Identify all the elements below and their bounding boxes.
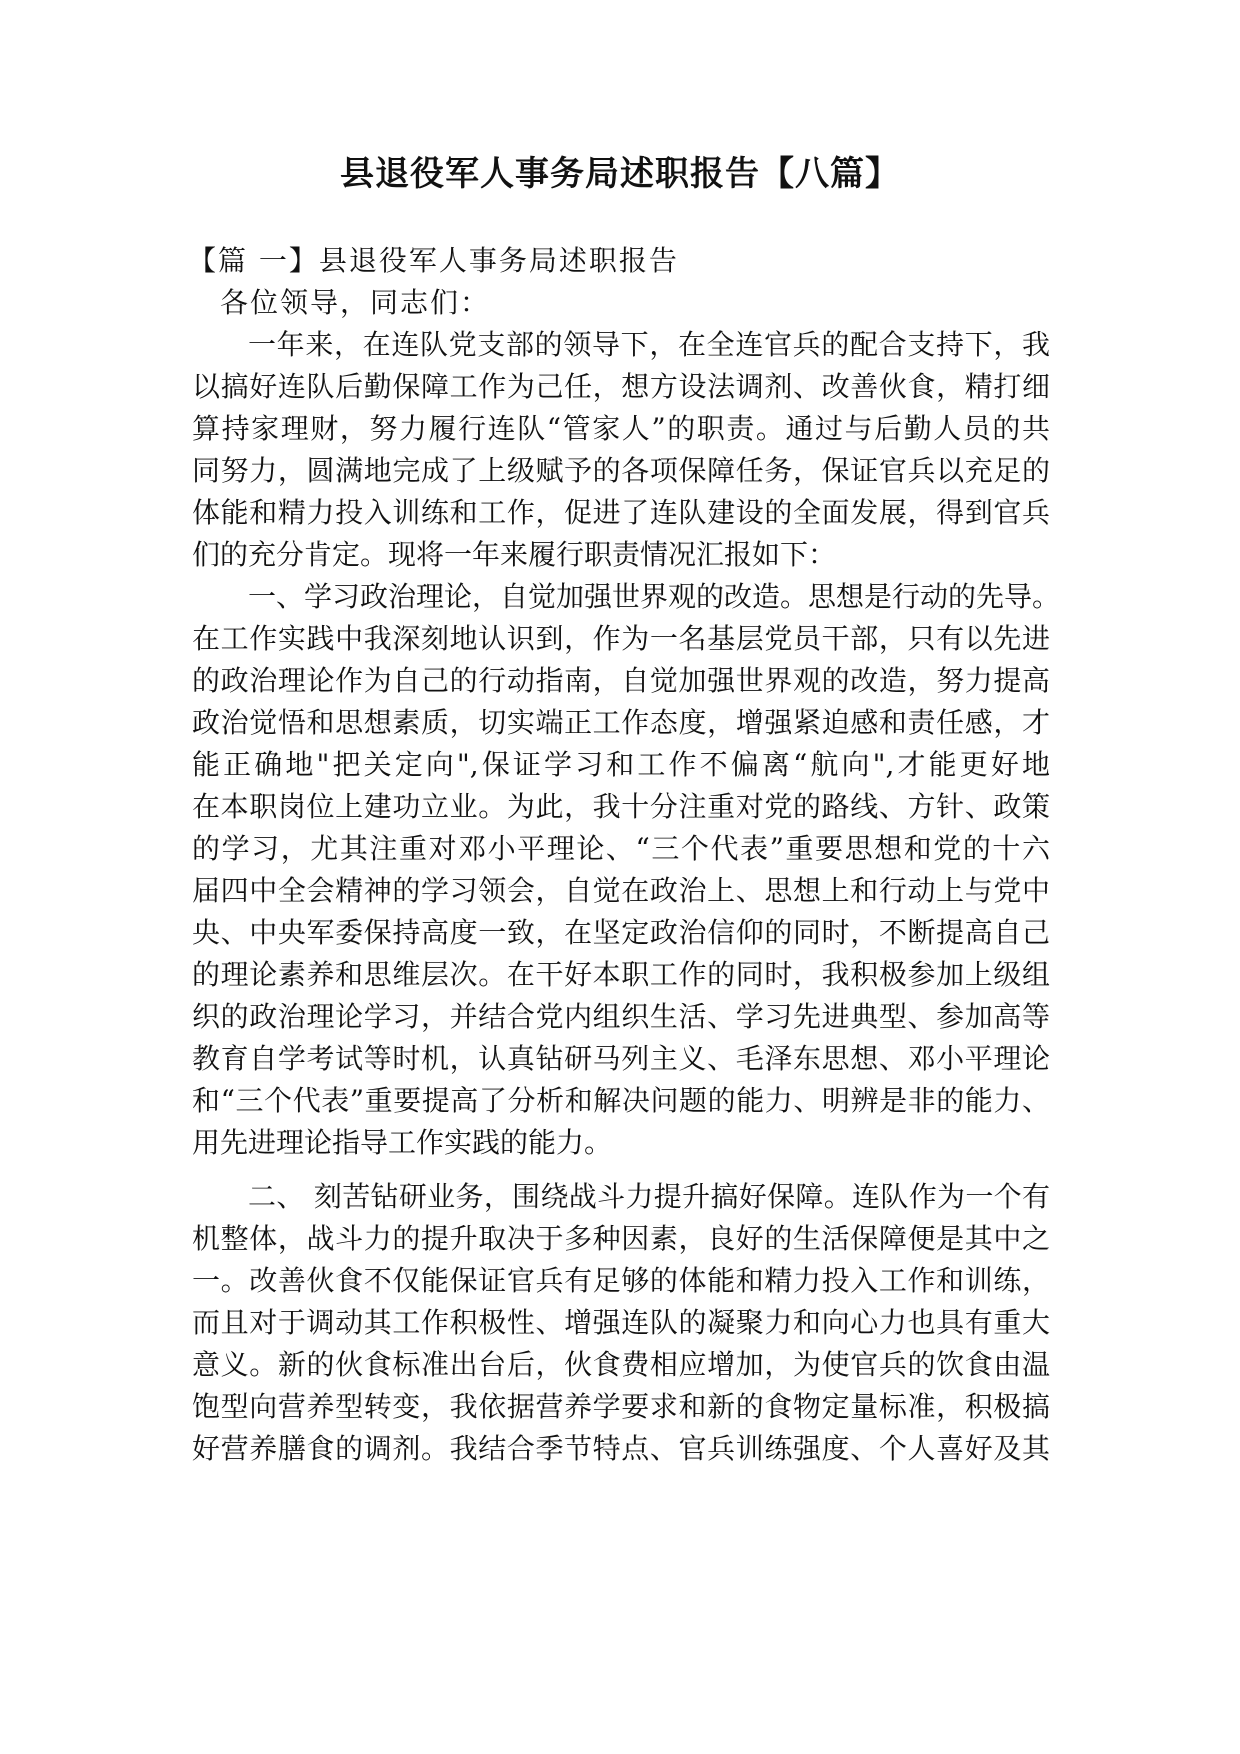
paragraph-line: 届四中全会精神的学习领会，自觉在政治上、思想上和行动上与党中: [192, 874, 1050, 907]
paragraph-3: [192, 1176, 1050, 1470]
paragraph-line: 政治觉悟和思想素质，切实端正工作态度，增强紧迫感和责任感，才: [192, 706, 1050, 739]
paragraph-line: 体能和精力投入训练和工作，促进了连队建设的全面发展，得到官兵: [192, 496, 1050, 529]
paragraph-line: 一、学习政治理论，自觉加强世界观的改造。思想是行动的先导。: [248, 580, 1061, 613]
document-body: [188, 240, 1061, 1470]
paragraph-line: 一。改善伙食不仅能保证官兵有足够的体能和精力投入工作和训练，: [192, 1264, 1050, 1297]
paragraph-line: 饱型向营养型转变，我依据营养学要求和新的食物定量标准，积极搞: [192, 1390, 1050, 1423]
greeting: 各位领导，同志们：: [220, 286, 491, 319]
paragraph-line: 们的充分肯定。现将一年来履行职责情况汇报如下：: [192, 538, 837, 571]
paragraph-line: 二、 刻苦钻研业务，围绕战斗力提升搞好保障。连队作为一个有: [248, 1180, 1050, 1213]
paragraph-gap: [192, 1164, 1050, 1176]
paragraph-line: 在本职岗位上建功立业。为此，我十分注重对党的路线、方针、政策: [192, 790, 1050, 823]
paragraph-line: 意义。新的伙食标准出台后，伙食费相应增加，为使官兵的饮食由温: [192, 1348, 1050, 1381]
paragraph-line: 算持家理财，努力履行连队“管家人”的职责。通过与后勤人员的共: [192, 412, 1050, 445]
paragraph-line: 的政治理论作为自己的行动指南，自觉加强世界观的改造，努力提高: [192, 664, 1050, 697]
document-title: 县退役军人事务局述职报告【八篇】: [340, 154, 900, 194]
paragraph-line: 和“三个代表”重要提高了分析和解决问题的能力、明辨是非的能力、: [192, 1084, 1050, 1117]
paragraph-line: 教育自学考试等时机，认真钻研马列主义、毛泽东思想、邓小平理论: [192, 1042, 1050, 1075]
paragraph-line: 机整体，战斗力的提升取决于多种因素，良好的生活保障便是其中之: [192, 1222, 1050, 1255]
paragraph-line: 而且对于调动其工作积极性、增强连队的凝聚力和向心力也具有重大: [192, 1306, 1050, 1339]
section-heading: 【篇 一】县退役军人事务局述职报告: [188, 244, 679, 277]
paragraph-line: 好营养膳食的调剂。我结合季节特点、官兵训练强度、个人喜好及其: [192, 1432, 1050, 1465]
paragraph-line: 织的政治理论学习，并结合党内组织生活、学习先进典型、参加高等: [192, 1000, 1050, 1033]
paragraph-line: 的理论素养和思维层次。在干好本职工作的同时，我积极参加上级组: [192, 958, 1050, 991]
paragraph-line: 在工作实践中我深刻地认识到，作为一名基层党员干部，只有以先进: [192, 622, 1050, 655]
paragraph-2: [192, 576, 1061, 1164]
paragraph-line: 能正确地"把关定向",保证学习和工作不偏离“航向",才能更好地: [192, 748, 1050, 781]
paragraph-line: 的学习，尤其注重对邓小平理论、“三个代表”重要思想和党的十六: [192, 832, 1050, 865]
paragraph-line: 用先进理论指导工作实践的能力。: [192, 1126, 613, 1159]
paragraph-1: [192, 324, 1050, 576]
paragraph-line: 同努力，圆满地完成了上级赋予的各项保障任务，保证官兵以充足的: [192, 454, 1050, 487]
paragraph-line: 央、中央军委保持高度一致，在坚定政治信仰的同时，不断提高自己: [192, 916, 1050, 949]
paragraph-line: 一年来，在连队党支部的领导下，在全连官兵的配合支持下，我: [248, 328, 1050, 361]
paragraph-line: 以搞好连队后勤保障工作为己任，想方设法调剂、改善伙食，精打细: [192, 370, 1050, 403]
